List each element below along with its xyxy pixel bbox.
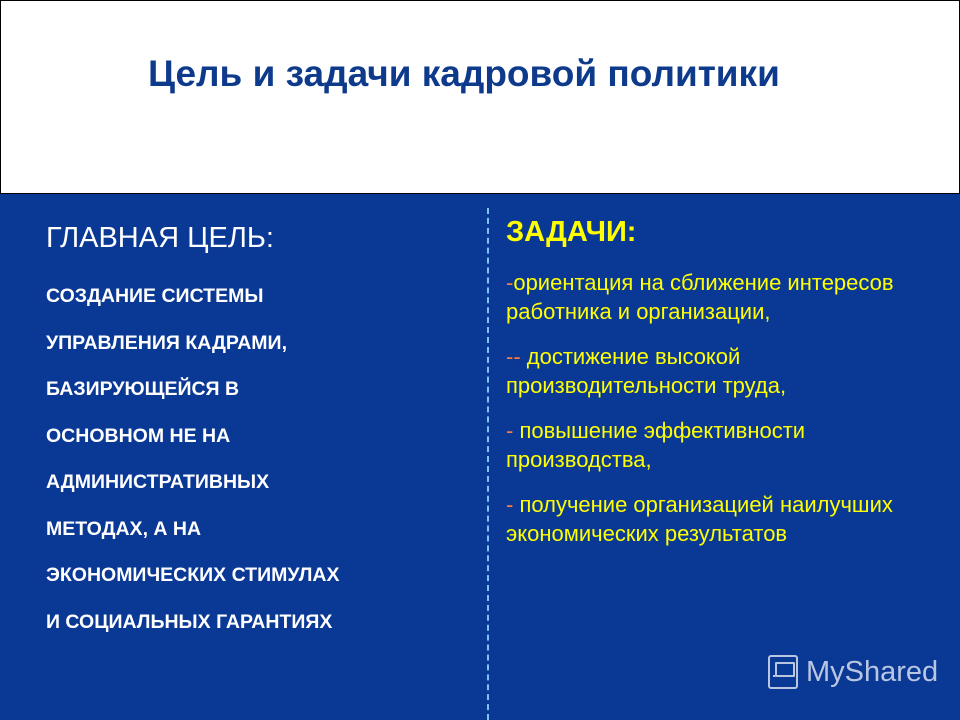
goal-line: И СОЦИАЛЬНЫХ ГАРАНТИЯХ (46, 610, 333, 633)
task-text: ориентация на сближение интересов работника и организации, (506, 270, 894, 324)
watermark-text: MyShared (806, 655, 939, 688)
title-area (0, 0, 960, 194)
column-divider (487, 208, 489, 720)
task-dash: - (506, 418, 514, 443)
goal-line: БАЗИРУЮЩЕЙСЯ В (46, 378, 240, 400)
goal-line: ОСНОВНОМ НЕ НА (46, 424, 231, 447)
goal-line: ЭКОНОМИЧЕСКИХ СТИМУЛАХ (46, 564, 340, 586)
goal-line: УПРАВЛЕНИЯ КАДРАМИ, (46, 331, 287, 354)
watermark (768, 655, 938, 689)
task-item (506, 342, 946, 400)
slide-title: Цель и задачи кадровой политики (148, 53, 780, 94)
tasks-heading: ЗАДАЧИ: (506, 216, 637, 248)
task-item (506, 416, 946, 474)
task-text: повышение эффективности производства, (506, 418, 806, 472)
goal-line: МЕТОДАХ, А НА (46, 517, 202, 540)
goal-line: АДМИНИСТРАТИВНЫХ (46, 471, 270, 493)
task-dash: -- (506, 344, 521, 369)
task-text: получение организацией наилучших экономических результатов (506, 492, 893, 546)
task-item (506, 490, 946, 548)
main-goal-heading: ГЛАВНАЯ ЦЕЛЬ: (46, 222, 274, 254)
task-text: достижение высокой производительности труда, (506, 344, 787, 398)
projector-screen-icon (768, 655, 798, 689)
main-goal-text (46, 276, 340, 648)
task-dash: - (506, 492, 514, 517)
task-item (506, 268, 946, 326)
task-dash: - (506, 270, 514, 295)
tasks-list (506, 268, 946, 564)
goal-line: СОЗДАНИЕ СИСТЕМЫ (46, 285, 264, 307)
